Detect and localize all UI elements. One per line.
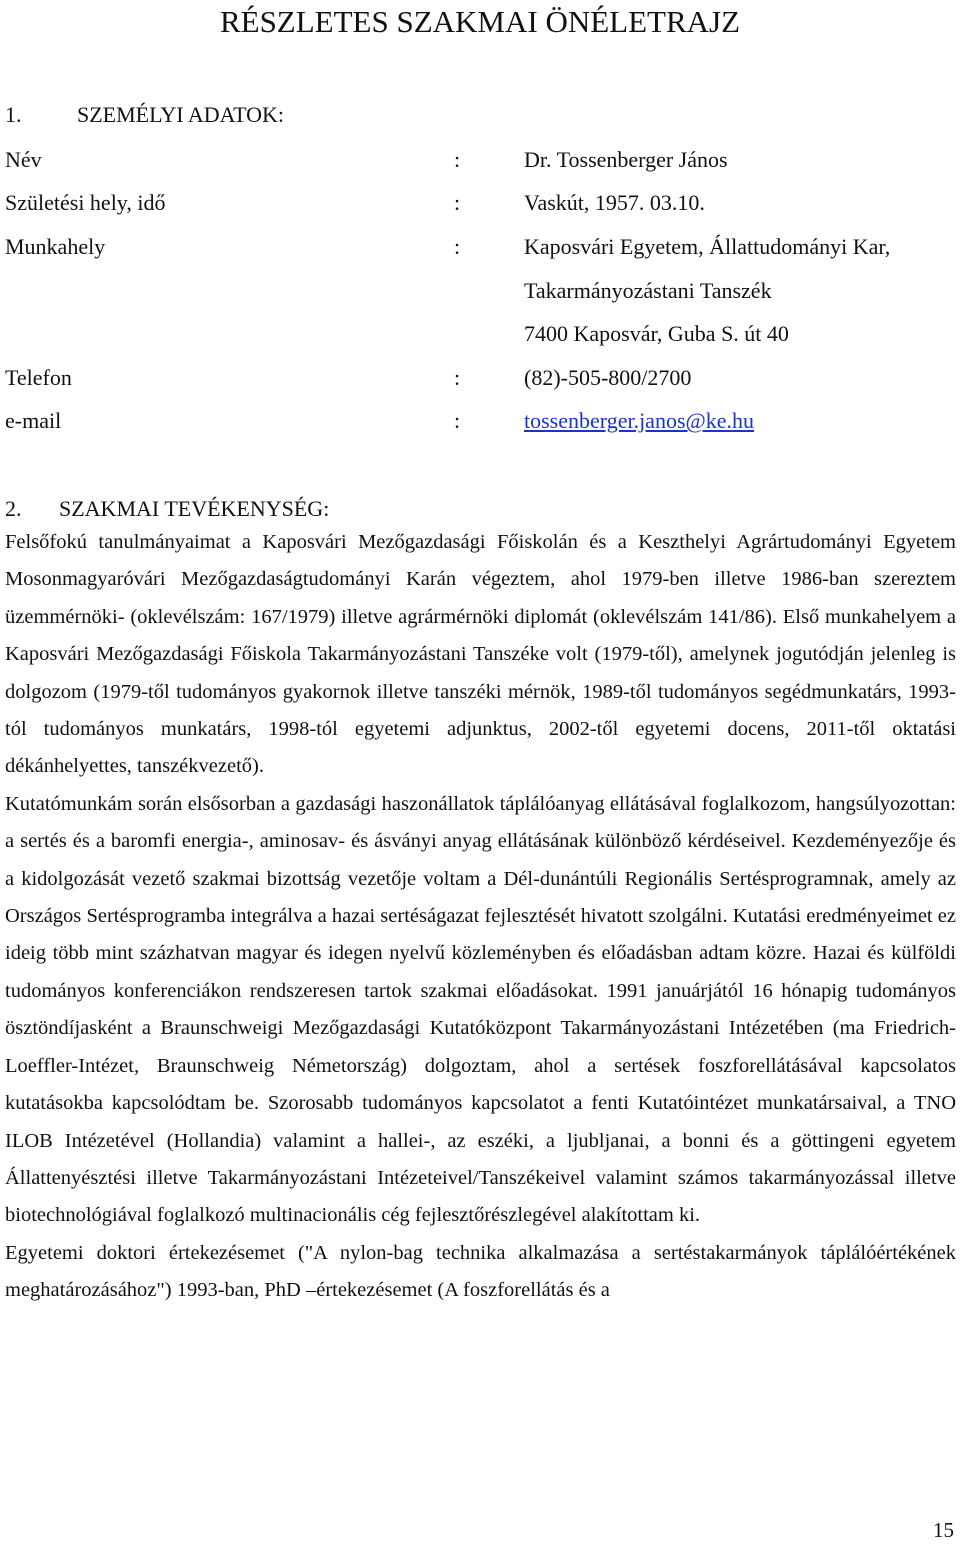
info-colon: : (454, 408, 461, 433)
section-title: SZAKMAI TEVÉKENYSÉG: (59, 496, 330, 521)
info-colon: : (454, 190, 461, 215)
info-label: Telefon (5, 365, 72, 390)
info-label: Munkahely (5, 234, 106, 259)
info-row-birth (5, 181, 955, 225)
paragraph: Felsőfokú tanulmányaimat a Kaposvári Mezőgazdasági Főiskolán és a Keszthelyi Agrártudományi Egyetem Mosonmagyaróvári Mezőgazdaságtudományi Karán végeztem, ahol 1979-ben illetve 1986-ban szereztem üzemmérnöki- (oklevélszám: 167/1979) illetve agrármérnöki diplomát (oklevélszám 141/86). Első munkahelyem a Kaposvári Mezőgazdasági Főiskola Takarmányozástani Tanszéke volt (1979-től), amelynek jogutódján jelenleg is dolgozom (1979-től tudományos gyakornok illetve tanszéki mérnök, 1989-től tudományos segédmunkatárs, 1993-tól tudományos munkatárs, 1998-tól egyetemi adjunktus, 2002-től egyetemi docens, 2011-től oktatási dékánhelyettes, tanszékvezető). (5, 531, 956, 778)
section-heading-personal-data (5, 96, 284, 134)
section-number: 1. (5, 102, 22, 127)
info-value: Vaskút, 1957. 03.10. (524, 190, 705, 215)
section-title: SZEMÉLYI ADATOK: (77, 102, 285, 127)
email-link[interactable]: tossenberger.janos@ke.hu (524, 408, 755, 433)
info-label: Születési hely, idő (5, 190, 166, 215)
info-row-workplace (5, 225, 955, 269)
section-heading-professional-activity (5, 490, 329, 528)
info-value: 7400 Kaposvár, Guba S. út 40 (524, 321, 789, 346)
paragraph: Kutatómunkám során elsősorban a gazdasági haszonállatok táplálóanyag ellátásával foglalkozom, hangsúlyozottan: a sertés és a baromfi energia-, aminosav- és ásványi anyag ellátásának különböző kérdéseivel. Kezdeményezője és a kidolgozását vezető szakmai bizottság vezetője voltam a Dél-dunántúli Regionális Sertésprogramnak, amely az Országos Sertésprogramba integrálva a hazai sertéságazat fejlesztését hivatott szolgálni. Kutatási eredményeimet ez ideig több mint százhatvan magyar és idegen nyelvű közleményben és előadásban adtam közre. Hazai és külföldi tudományos konferenciákon rendszeresen tartok szakmai előadásokat. 1991 januárjától 16 hónapig tudományos ösztöndíjasként a Braunschweigi Mezőgazdasági Kutatóközpont Takarmányozástani Intézetében (ma Friedrich-Loeffler-Intézet, Braunschweig Németország) dolgoztam, ahol a sertések foszforellátásával kapcsolatos kutatásokba kapcsolódtam be. Szorosabb tudományos kapcsolatot a fenti Kutatóintézet munkatársaival, a TNO ILOB Intézetével (Hollandia) valamint a hallei-, az eszéki, a ljubljanai, a bonni és a göttingeni egyetem Állattenyésztési illetve Takarmányozástani Intézeteivel/Tanszékeivel valamint számos takarmányozással illetve biotechnológiával foglalkozó multinacionális cég fejlesztőrészlegével alakítottam ki. (5, 792, 956, 1227)
page-number: 15 (933, 1518, 954, 1542)
info-colon: : (454, 147, 461, 172)
info-colon: : (454, 365, 461, 390)
info-value: Kaposvári Egyetem, Állattudományi Kar, (524, 234, 891, 259)
body-text (5, 524, 956, 1310)
info-colon: : (454, 234, 461, 259)
info-row-name (5, 138, 955, 182)
paragraph: Egyetemi doktori értekezésemet ("A nylon-bag technika alkalmazása a sertéstakarmányok táplálóértékének meghatározásához") 1993-ban, PhD –értekezésemet (A foszforellátás és a (5, 1241, 956, 1302)
info-row-workplace-address (5, 312, 955, 356)
info-value: (82)-505-800/2700 (524, 365, 692, 390)
info-value: Dr. Tossenberger János (524, 147, 728, 172)
info-row-email (5, 399, 955, 443)
info-row-workplace-dept (5, 269, 955, 313)
info-row-phone (5, 356, 955, 400)
document-title: RÉSZLETES SZAKMAI ÖNÉLETRAJZ (219, 4, 741, 39)
info-value: Takarmányozástani Tanszék (524, 278, 772, 303)
section-number: 2. (5, 496, 22, 521)
info-label: e-mail (5, 408, 62, 433)
info-label: Név (5, 147, 42, 172)
